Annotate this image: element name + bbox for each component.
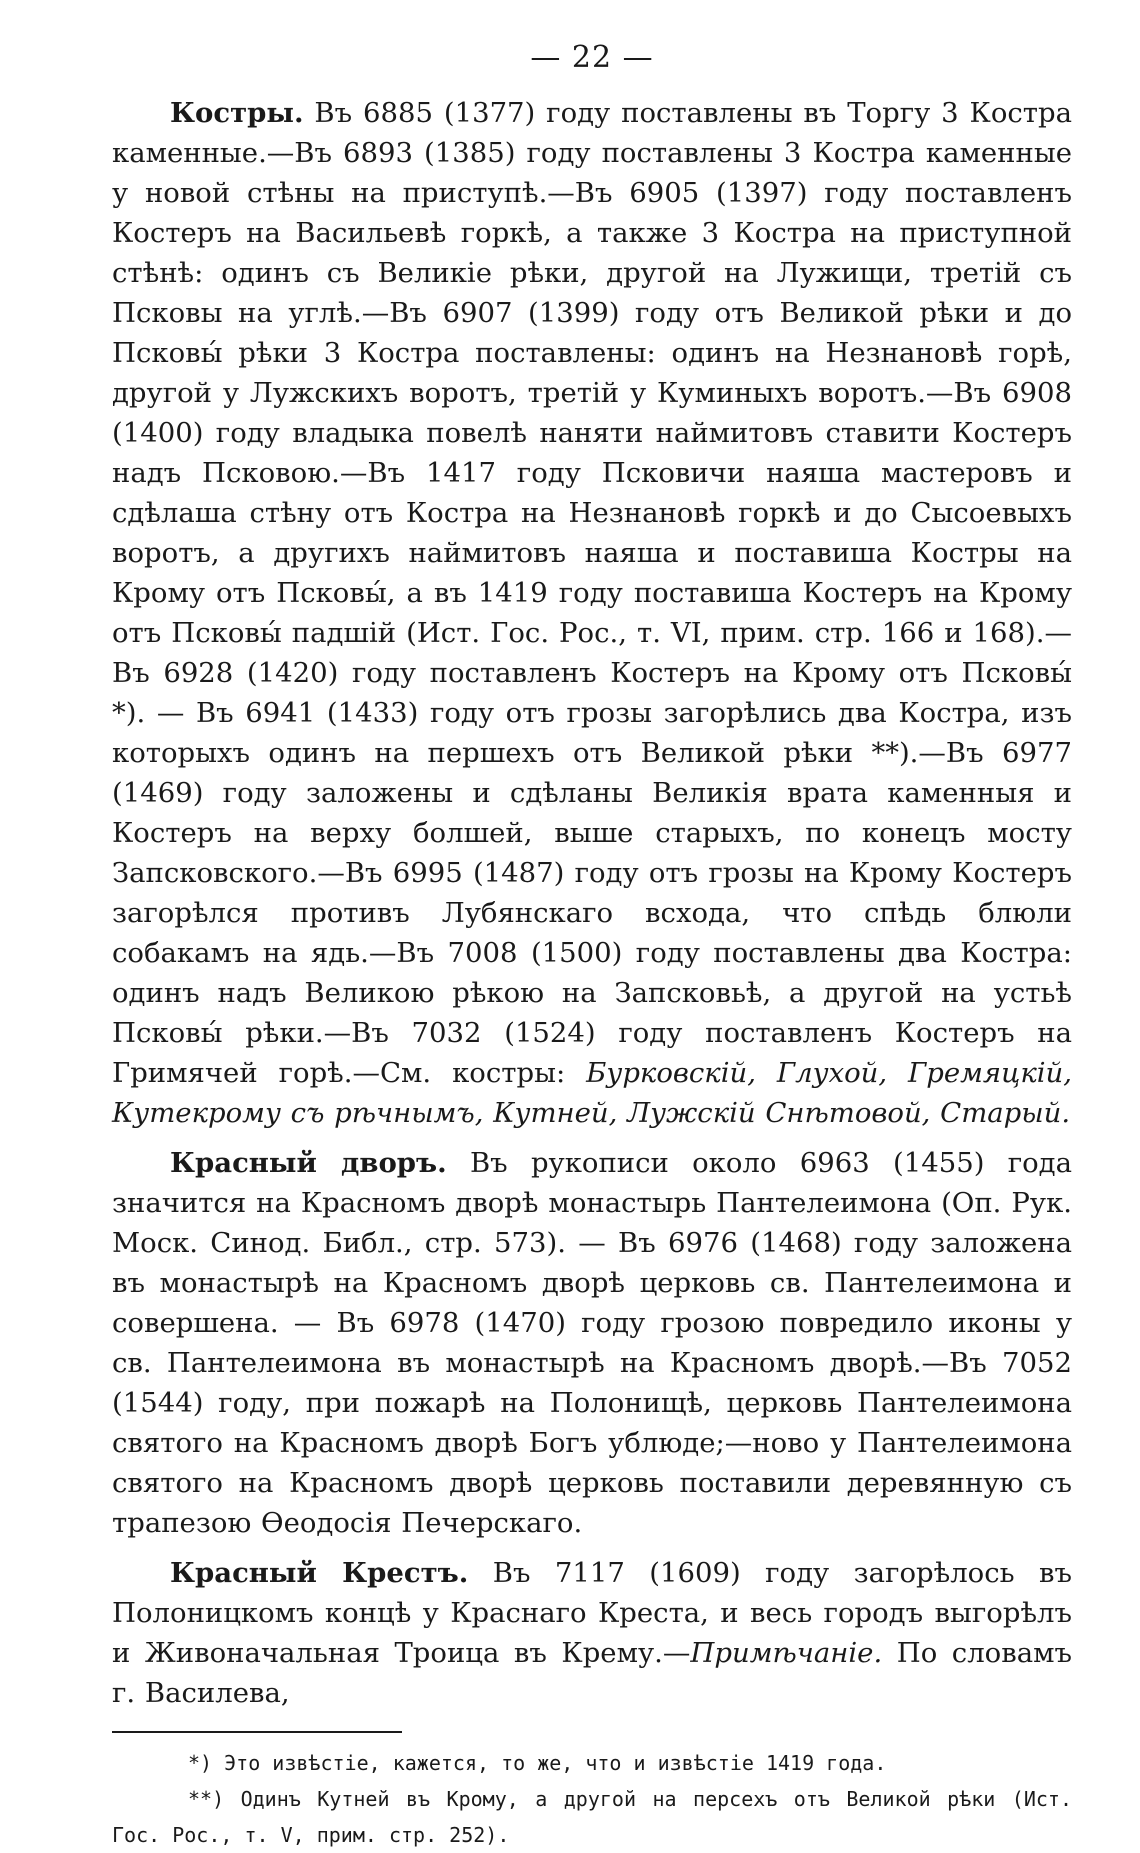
entry-text: Въ 6885 (1377) году поставлены въ Торгу 3 Костра каменные.—Въ 6893 (1385) году поставлены 3 Костра каменные у новой стѣны на приступѣ.—Въ 6905 (1397) году поставленъ Костеръ на Васильевѣ горкѣ, а также 3 Костра на приступной стѣнѣ: одинъ съ Великіе рѣки, другой на Лужищи, третій съ Псковы на углѣ.—Въ 6907 (1399) году отъ Великой рѣки и до Псковы́ рѣки 3 Костра поставлены: одинъ на Незнановѣ горѣ, другой у Лужскихъ воротъ, третій у Куминыхъ воротъ.—Въ 6908 (1400) году владыка повелѣ наняти наймитовъ ставити Костеръ надъ Псковою.—Въ 1417 году Псковичи наяша мастеровъ и сдѣлаша стѣну отъ Костра на Незнановѣ горкѣ и до Сысоевыхъ воротъ, а другихъ наймитовъ наяша и поставиша Костры на Крому отъ Псковы́, а въ 1419 году поставиша Костеръ на Крому отъ Псковы́ падшій (Ист. Гос. Рос., т. VI, прим. стр. 166 и 168).—Въ 6928 (1420) году поставленъ Костеръ на Крому отъ Псковы́ *). — Въ 6941 (1433) году отъ грозы загорѣлись два Костра, изъ которыхъ одинъ на першехъ отъ Великой рѣки **).—Въ 6977 (1469) году заложены и сдѣланы Великія врата каменныя и Костеръ на верху болшей, выше старыхъ, по конецъ мосту Запсковского.—Въ 6995 (1487) году отъ грозы на Крому Костеръ загорѣлся противъ Лубянскаго всхода, что спѣдь блюли собакамъ на ядь.—Въ 7008 (1500) году поставлены два Костра: одинъ надъ Великою рѣкою на Запсковьѣ, а другой на устьѣ Псковы́ рѣки.—Въ 7032 (1524) году поставленъ Костеръ на Гримячей горѣ.—См. костры: — [112, 97, 1072, 1089]
footnote-2: **) Одинъ Кутней въ Крому, а другой на персехъ отъ Великой рѣки (Ист. Гос. Рос., т. V, прим. стр. 252). — [112, 1787, 1072, 1847]
note-label: Примѣчаніе. — [690, 1637, 883, 1669]
entry-term: Костры. — [170, 97, 304, 129]
entry-text: Въ 7117 (1609) году загорѣлось въ Полоницкомъ концѣ у Краснаго Креста, и весь городъ выгорѣлъ и Живоначальная Троица въ Крему.— — [112, 1557, 1072, 1669]
book-page — [112, 40, 1072, 1853]
page-number: — 22 — — [530, 40, 654, 75]
entry-see-also: Бурковскій, Глухой, Гремяцкій, Кутекрому съ рѣчнымъ, Кутней, Лужскій Снѣтовой, Старый. — [112, 1057, 1072, 1129]
footnote-divider — [112, 1731, 402, 1733]
note-text: По словамъ г. Василева, — [112, 1637, 1072, 1709]
entry-krasny-krest — [112, 1553, 1072, 1713]
entry-krasny-dvor — [112, 1143, 1072, 1543]
entry-text: Въ рукописи около 6963 (1455) года значится на Красномъ дворѣ монастырь Пантелеимона (Оп. Рук. Моск. Синод. Библ., стр. 573). — Въ 6976 (1468) году заложена въ монастырѣ на Красномъ дворѣ церковь св. Пантелеимона и совершена. — Въ 6978 (1470) году грозою повредило иконы у св. Пантелеимона въ монастырѣ на Красномъ дворѣ.—Въ 7052 (1544) году, при пожарѣ на Полонищѣ, церковь Пантелеимона святого на Красномъ дворѣ Богъ ублюде;—ново у Пантелеимона святого на Красномъ дворѣ церковь поставили деревянную съ трапезою Ѳеодосія Печерскаго. — [112, 1147, 1072, 1539]
footnote-1: *) Это извѣстіе, кажется, то же, что и извѣстіе 1419 года. — [188, 1751, 887, 1775]
entry-kostry — [112, 93, 1072, 1133]
entry-term: Красный Крестъ. — [170, 1557, 469, 1589]
entry-term: Красный дворъ. — [170, 1147, 447, 1179]
